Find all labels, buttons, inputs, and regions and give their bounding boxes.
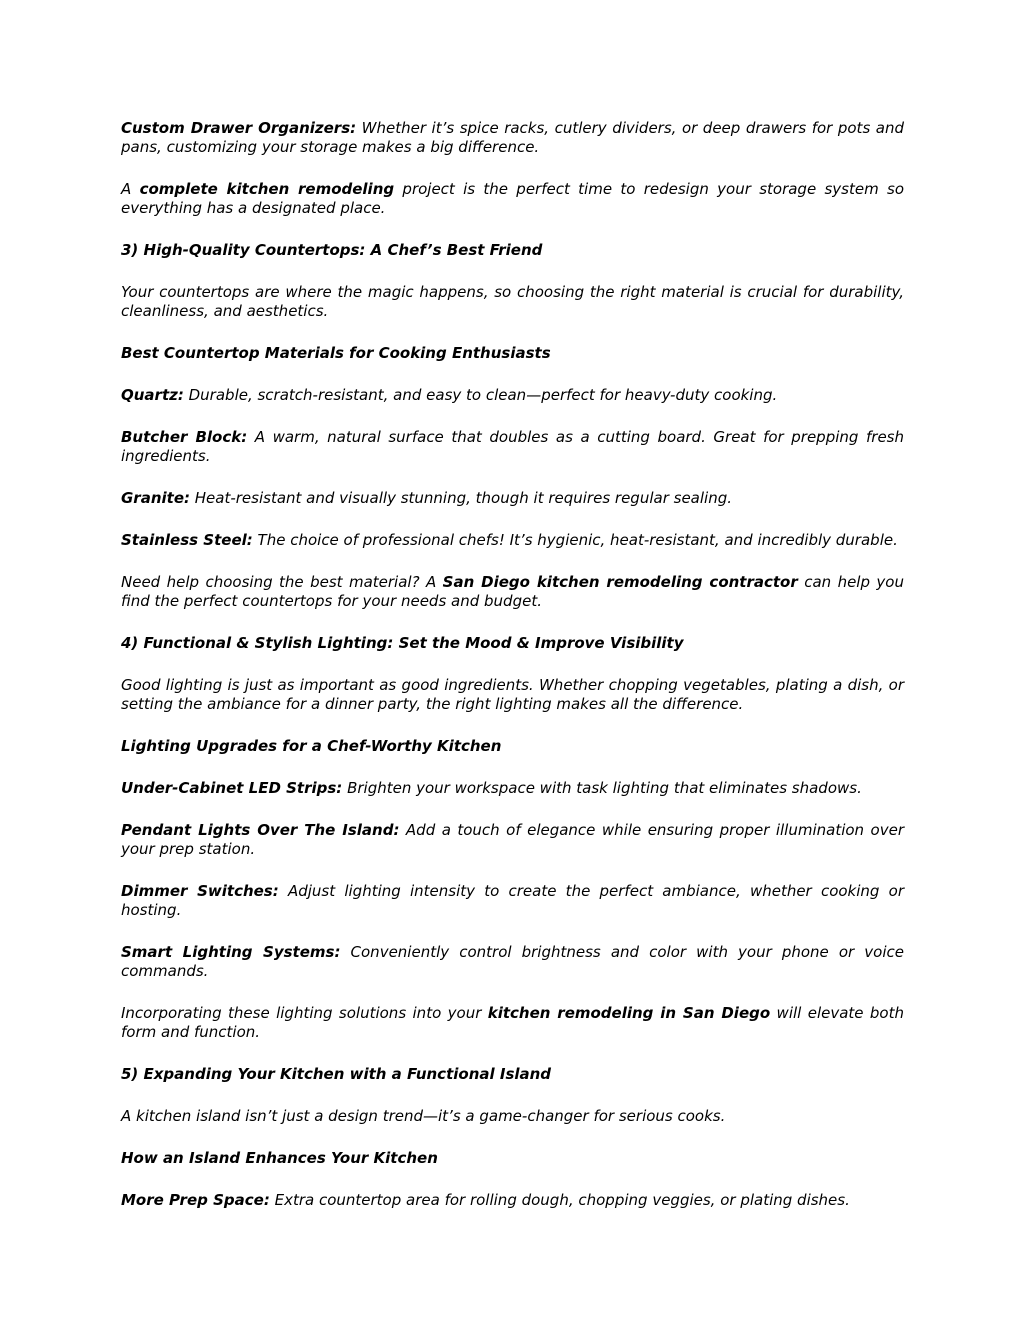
- paragraph-custom-drawer-organizers: [121, 119, 904, 157]
- term-prep-space: More Prep Space:: [121, 1191, 270, 1209]
- paragraph-lighting-intro: Good lighting is just as important as good ingredients. Whether chopping vegetables, plating a dish, or setting the ambiance for a dinner party, the right lighting makes all the difference.: [121, 676, 904, 713]
- description-stainless-steel: The choice of professional chefs! It’s hygienic, heat-resistant, and incredibly durable.: [252, 531, 898, 549]
- paragraph-contractor: [121, 573, 904, 611]
- paragraph-lighting-solutions: [121, 1004, 904, 1042]
- paragraph-led-strips: [121, 779, 904, 798]
- subheading-lighting-upgrades: Lighting Upgrades for a Chef-Worthy Kitchen: [121, 737, 502, 755]
- text-after: can help you find the perfect countertops for your needs and budget.: [121, 573, 904, 610]
- paragraph-stainless-steel: [121, 531, 904, 550]
- paragraph-complete-remodeling: [121, 180, 904, 218]
- term-quartz: Quartz:: [121, 386, 184, 404]
- term-granite: Granite:: [121, 489, 190, 507]
- subheading-countertop-materials: Best Countertop Materials for Cooking Enthusiasts: [121, 344, 551, 362]
- description-smart-lighting: Conveniently control brightness and color with your phone or voice commands.: [121, 943, 904, 980]
- text-after: will elevate both form and function.: [121, 1004, 904, 1041]
- paragraph-smart-lighting: [121, 943, 904, 981]
- description-pendant-lights: Add a touch of elegance while ensuring proper illumination over your prep station.: [121, 821, 904, 858]
- keyword-complete-kitchen-remodeling: complete kitchen remodeling: [139, 180, 395, 198]
- description-prep-space: Extra countertop area for rolling dough, chopping veggies, or plating dishes.: [269, 1191, 850, 1209]
- section-heading-countertops: 3) High-Quality Countertops: A Chef’s Best Friend: [121, 241, 543, 259]
- text-before: Incorporating these lighting solutions into your: [121, 1004, 488, 1022]
- section-heading-island: 5) Expanding Your Kitchen with a Functional Island: [121, 1065, 552, 1083]
- term-butcher-block: Butcher Block:: [121, 428, 248, 446]
- description-granite: Heat-resistant and visually stunning, though it requires regular sealing.: [190, 489, 732, 507]
- paragraph-prep-space: [121, 1191, 904, 1210]
- text-before: Need help choosing the best material? A: [121, 573, 443, 591]
- term-dimmer-switches: Dimmer Switches:: [121, 882, 279, 900]
- text-before: A: [121, 180, 140, 198]
- term-custom-drawer-organizers: Custom Drawer Organizers:: [121, 119, 357, 137]
- description-quartz: Durable, scratch-resistant, and easy to clean—perfect for heavy-duty cooking.: [183, 386, 778, 404]
- section-heading-lighting: 4) Functional & Stylish Lighting: Set the Mood & Improve Visibility: [121, 634, 684, 652]
- keyword-san-diego-contractor: San Diego kitchen remodeling contractor: [442, 573, 798, 591]
- text-after: project is the perfect time to redesign your storage system so everything has a designated place.: [121, 180, 904, 217]
- term-stainless-steel: Stainless Steel:: [121, 531, 253, 549]
- paragraph-quartz: [121, 386, 904, 405]
- description-led-strips: Brighten your workspace with task lighting that eliminates shadows.: [342, 779, 862, 797]
- term-led-strips: Under-Cabinet LED Strips:: [121, 779, 343, 797]
- paragraph-island-intro: A kitchen island isn’t just a design trend—it’s a game-changer for serious cooks.: [121, 1107, 726, 1125]
- term-smart-lighting: Smart Lighting Systems:: [121, 943, 341, 961]
- paragraph-pendant-lights: [121, 821, 904, 859]
- paragraph-dimmer-switches: [121, 882, 904, 920]
- paragraph-countertops-intro: Your countertops are where the magic happens, so choosing the right material is crucial for durability, cleanliness, and aesthetics.: [121, 283, 904, 320]
- subheading-island-benefits: How an Island Enhances Your Kitchen: [121, 1149, 438, 1167]
- description-dimmer-switches: Adjust lighting intensity to create the perfect ambiance, whether cooking or hosting.: [121, 882, 904, 919]
- keyword-kitchen-remodeling-san-diego: kitchen remodeling in San Diego: [487, 1004, 771, 1022]
- description-custom-drawer-organizers: Whether it’s spice racks, cutlery dividers, or deep drawers for pots and pans, customizing your storage makes a big difference.: [121, 119, 905, 156]
- paragraph-butcher-block: [121, 428, 904, 466]
- document-body: [121, 119, 904, 1210]
- paragraph-granite: [121, 489, 904, 508]
- term-pendant-lights: Pendant Lights Over The Island:: [121, 821, 400, 839]
- description-butcher-block: A warm, natural surface that doubles as a cutting board. Great for prepping fresh ingredients.: [121, 428, 904, 465]
